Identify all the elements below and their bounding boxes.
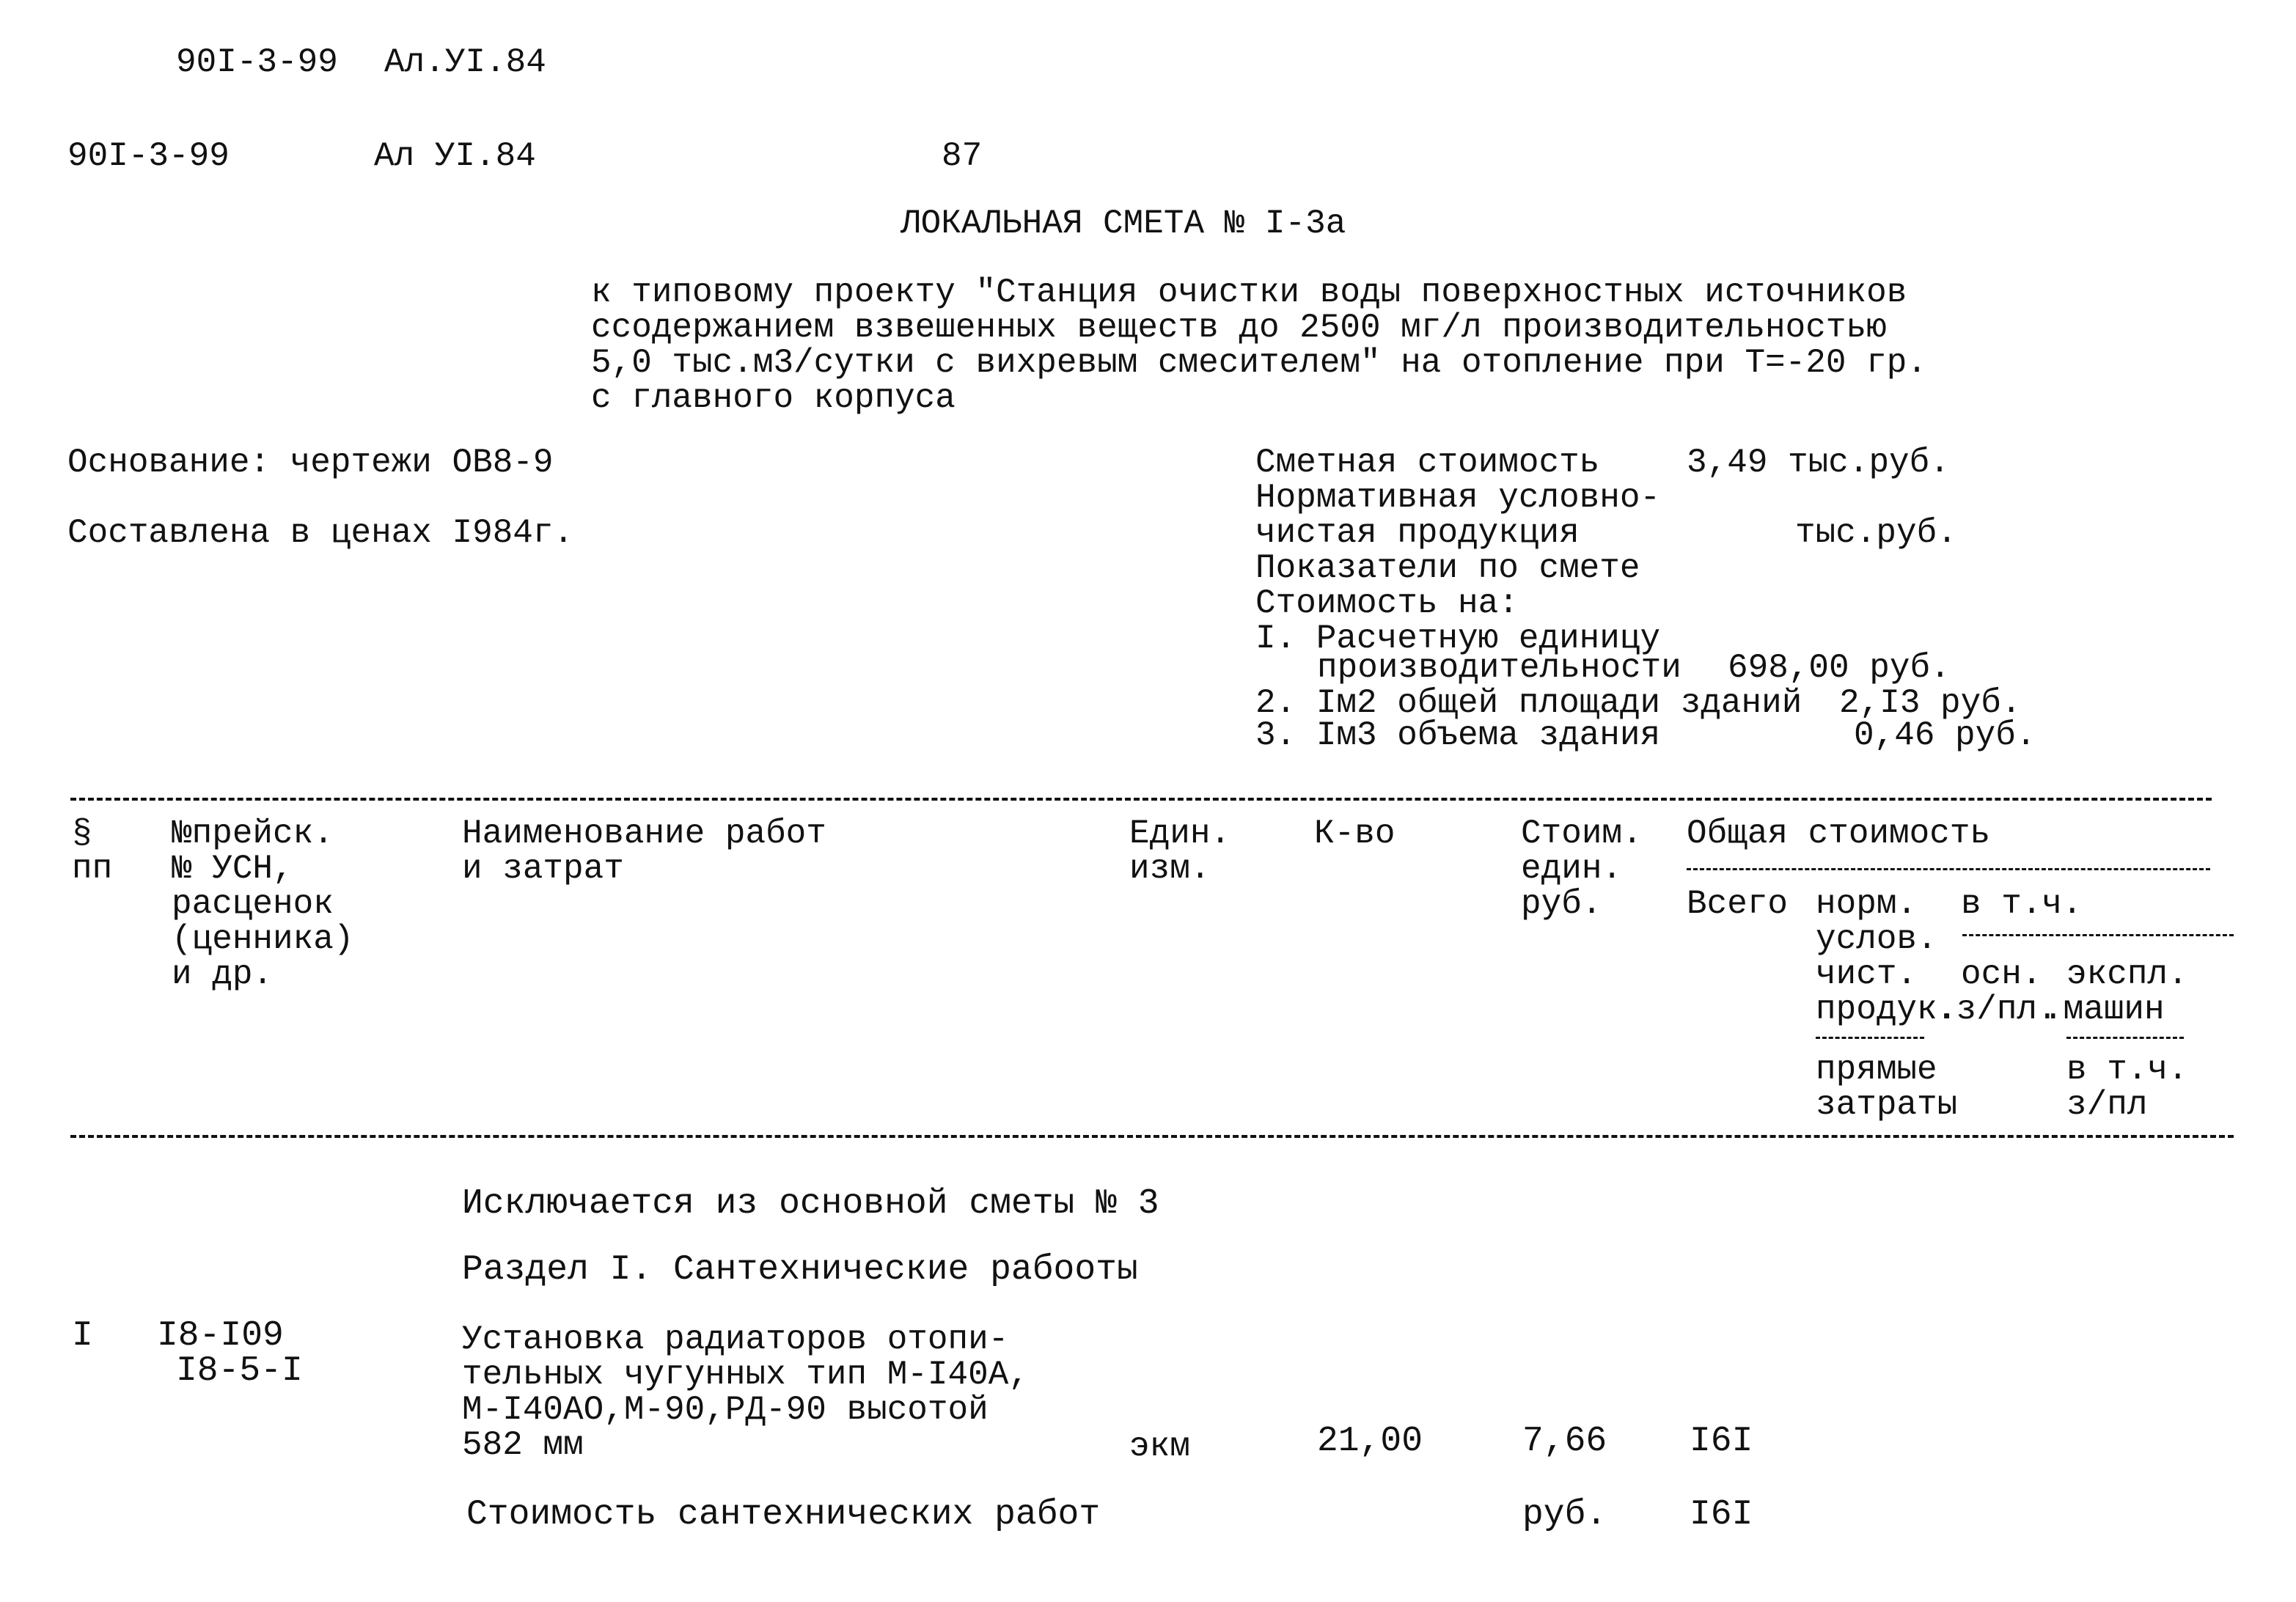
- norm-label-1: Нормативная условно-: [1255, 479, 1661, 517]
- indicator-item-3: 3. Iм3 объема здания: [1255, 716, 1661, 754]
- header-unit-cost: Стоим.: [1521, 815, 1643, 853]
- header-incl: в т.ч.: [1961, 885, 2083, 923]
- header-rule: [1962, 934, 2234, 936]
- header-norm-3: чист.: [1816, 955, 1918, 993]
- cost-label: Сметная стоимость: [1255, 444, 1600, 482]
- header-incl-zpl-2: з/пл: [2066, 1086, 2148, 1124]
- indicator-item-1: I. Расчетную единицу: [1255, 620, 1661, 658]
- header-rates: расценок: [172, 885, 334, 923]
- cost-on-label: Стоимость на:: [1255, 584, 1519, 622]
- header-rule: [1816, 1037, 1924, 1039]
- indicator-item-2-value: 2,I3 руб.: [1839, 684, 2022, 722]
- subtitle-line: ссодержанием взвешенных веществ до 2500 мг/л производительностью: [591, 309, 1887, 347]
- header-norm-2: услов.: [1816, 920, 1937, 958]
- header-total: Всего: [1687, 885, 1789, 923]
- header-norm-4: продук.: [1816, 991, 1958, 1029]
- header-direct-costs: прямые: [1816, 1051, 1937, 1089]
- header-work-name: Наименование работ: [462, 815, 826, 853]
- summary-label: Стоимость сантехнических работ: [466, 1495, 1101, 1535]
- section-title: Раздел I. Сантехнические рабоoты: [462, 1250, 1138, 1290]
- row-name-line: М-I40АО,М-90,РД-90 высотой: [462, 1391, 989, 1429]
- header-section-sign: §: [72, 815, 92, 853]
- row-code-2: I8-5-I: [176, 1351, 303, 1391]
- header-unit-meas: изм.: [1129, 850, 1211, 888]
- album-code: Ал УI.84: [374, 137, 536, 175]
- table-header-rule: [70, 1135, 2234, 1138]
- row-quantity: 21,00: [1317, 1422, 1423, 1461]
- header-section-pp: пп: [72, 850, 113, 888]
- header-pricebook: (ценника): [172, 920, 354, 958]
- header-total-cost: Общая стоимость: [1687, 815, 1991, 853]
- row-number: I: [72, 1316, 93, 1356]
- row-name-line: тельных чугунных тип М-I40А,: [462, 1356, 1029, 1394]
- row-unit: экм: [1129, 1428, 1190, 1466]
- subtitle-line: к типовому проекту "Станция очистки воды поверхностных источников: [591, 273, 1907, 312]
- indicator-item-1-value: 698,00 руб.: [1728, 649, 1951, 687]
- row-name-line: Установка радиаторов отопи-: [462, 1320, 1009, 1359]
- row-total: I6I: [1690, 1422, 1753, 1461]
- header-direct-costs-2: затраты: [1816, 1086, 1958, 1124]
- header-pricelist: №прейск.: [172, 815, 334, 853]
- row-unit-price: 7,66: [1522, 1422, 1607, 1461]
- top-project-code: 90I-3-99: [176, 43, 338, 81]
- page-number: 87: [942, 137, 983, 175]
- header-incl-zpl: в т.ч.: [2066, 1051, 2188, 1089]
- cost-value: 3,49 тыс.руб.: [1687, 444, 1950, 482]
- header-usn: № УСН,: [172, 850, 293, 888]
- header-osn: осн.: [1961, 955, 2042, 993]
- indicator-item-1-b: производительности: [1317, 649, 1681, 687]
- indicators-label: Показатели по смете: [1255, 549, 1640, 587]
- project-code: 90I-3-99: [67, 137, 230, 175]
- excluded-note: Исключается из основной сметы № 3: [462, 1184, 1159, 1224]
- row-name-line: 582 мм: [462, 1426, 584, 1464]
- basis-text: Основание: чертежи ОВ8-9: [67, 444, 554, 482]
- subtitle-line: 5,0 тыс.м3/сутки с вихревым смесителем" на отопление при Т=-20 гр.: [591, 344, 1927, 382]
- indicator-item-3-value: 0,46 руб.: [1854, 716, 2036, 754]
- header-work-costs: и затрат: [462, 850, 624, 888]
- header-expl-2: .машин: [2043, 991, 2165, 1029]
- header-norm: норм.: [1816, 885, 1918, 923]
- norm-value: тыс.руб.: [1795, 514, 1957, 552]
- header-unit-cost-rub: руб.: [1521, 885, 1602, 923]
- summary-unit: руб.: [1522, 1495, 1607, 1535]
- header-quantity: К-во: [1314, 815, 1395, 853]
- document-title: ЛОКАЛЬНАЯ СМЕТА № I-3а: [901, 205, 1346, 243]
- top-album-code: Ал.УI.84: [384, 43, 546, 81]
- norm-label-2: чистая продукция: [1255, 514, 1580, 552]
- header-rule: [2066, 1037, 2184, 1039]
- indicator-item-2: 2. Iм2 общей площади зданий: [1255, 684, 1802, 722]
- header-etc: и др.: [172, 955, 274, 993]
- table-top-rule: [70, 798, 2212, 801]
- header-expl: экспл.: [2066, 955, 2188, 993]
- prices-text: Составлена в ценах I984г.: [67, 514, 574, 552]
- header-unit-cost-2: един.: [1521, 850, 1623, 888]
- header-osn-2: .з/пл.: [1936, 991, 2058, 1029]
- row-code: I8-I09: [157, 1316, 284, 1356]
- header-rule: [1687, 868, 2210, 870]
- subtitle-line: с главного корпуса: [591, 379, 956, 417]
- summary-total: I6I: [1690, 1495, 1753, 1535]
- header-unit: Един.: [1129, 815, 1231, 853]
